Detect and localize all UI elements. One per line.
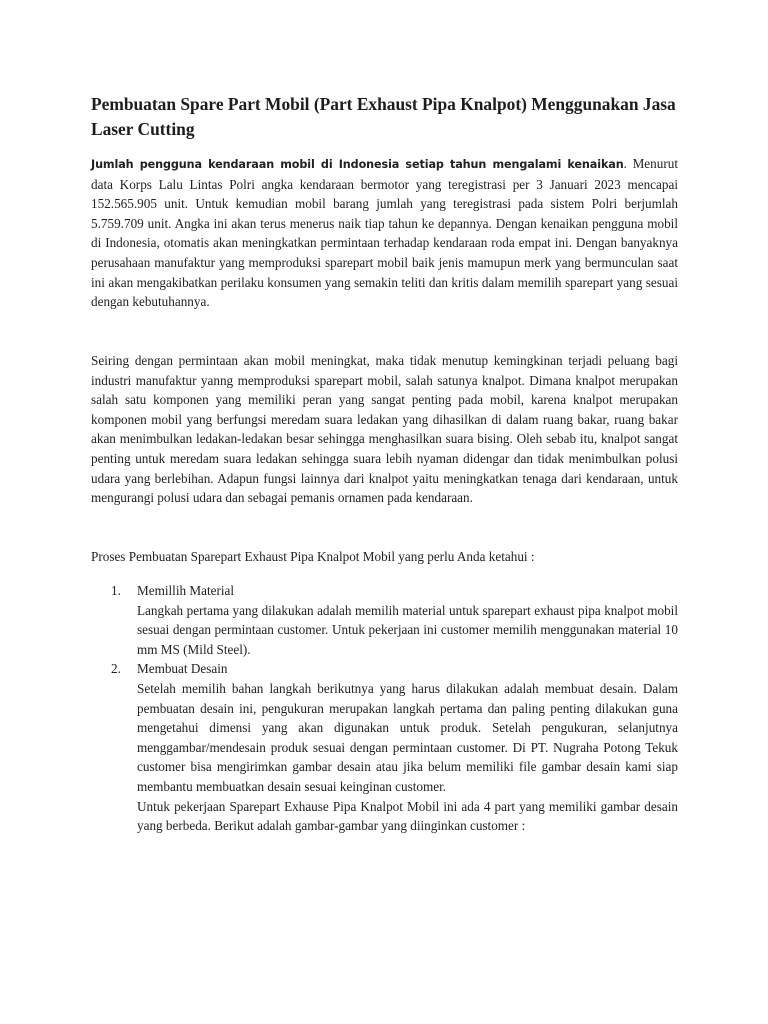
list-item-number: 2. [111,661,121,677]
knalpot-paragraph: Seiring dengan permintaan akan mobil meningkat, maka tidak menutup kemingkinan terjadi peluang bagi industri manufaktur yanng memproduksi sparepart mobil, salah satunya knalpot. Dimana knalpot merupakan salah satu komponen yang memiliki peran yang sangat penting pada mobil, karena knalpot merupakan komponen mobil yang berfungsi meredam suara ledakan yang dihasilkan di dalam ruang bakar, ruang bakar akan menimbulkan ledakan-ledakan besar sehingga menghasilkan suara bising. Oleh sebab itu, knalpot sangat penting untuk meredam suara ledakan sehingga suara lebih nyaman didengar dan tidak menimbulkan polusi udara yang berlebihan. Adapun fungsi lainnya dari knalpot yaitu meningkatkan tenaga dari kendaraan, untuk mengurangi polusi udara dan sebagai pemanis ornamen pada kendaraan. [91,353,678,506]
list-item-heading: Membuat Desain [137,661,228,677]
list-item-heading: Memillih Material [137,583,235,598]
intro-paragraph [91,154,678,312]
intro-lead-text: Jumlah pengguna kendaraan mobil di Indonesia setiap tahun mengalami kenaikan [91,158,624,171]
process-intro-paragraph: Proses Pembuatan Sparepart Exhaust Pipa Knalpot Mobil yang perlu Anda ketahui : [91,549,535,564]
list-item [91,659,678,835]
document-title: Pembuatan Spare Part Mobil (Part Exhaust Pipa Knalpot) Menggunakan Jasa Laser Cutting [91,94,676,139]
list-item-paragraph: Langkah pertama yang dilakukan adalah memilih material untuk sparepart exhaust pipa knalpot mobil sesuai dengan permintaan customer. Untuk pekerjaan ini customer memilih menggunakan material 10 mm MS (Mild Steel). [137,602,678,657]
list-item [91,581,678,659]
list-item-paragraph: Untuk pekerjaan Sparepart Exhause Pipa Knalpot Mobil ini ada 4 part yang memiliki gambar desain yang berbeda. Berikut adalah gambar-gambar yang diinginkan customer : [137,798,678,834]
intro-body-text: . Menurut data Korps Lalu Lintas Polri angka kendaraan bermotor yang teregistrasi per 3 Januari 2023 mencapai 152.565.905 unit. Untuk kemudian mobil barang jumlah yang teregistrasi pada sistem Polri berjumlah 5.759.709 unit. Angka ini akan terus menerus naik tiap tahun ke depannya. Dengan kenaikan pengguna mobil di Indonesia, otomatis akan meningkatkan permintaan terhadap kendaraan roda empat ini. Dengan banyaknya perusahaan manufaktur yang memproduksi sparepart mobil baik jenis mamupun merk yang bermunculan saat ini akan mengakibatkan perilaku konsumen yang semakin teliti dan kritis dalam memilih sparepart yang sesuai dengan kebutuhannya. [91,156,678,310]
list-item-paragraph: Setelah memilih bahan langkah berikutnya yang harus dilakukan adalah membuat desain. Dalam pembuatan desain ini, pengukuran merupakan langkah pertama dan paling penting dilakukan guna mengetahui dimensi yang akan digunakan untuk produk. Setelah pengukuran, selanjutnya menggambar/mendesain produk sesuai dengan permintaan customer. Di PT. Nugraha Potong Tekuk customer bisa mengirimkan gambar desain atau jika belum memiliki file gambar desain kami siap membantu membuatkan desain sesuai keinginan customer. [137,680,678,794]
list-item-number: 1. [111,583,121,598]
process-steps-list [91,581,678,836]
